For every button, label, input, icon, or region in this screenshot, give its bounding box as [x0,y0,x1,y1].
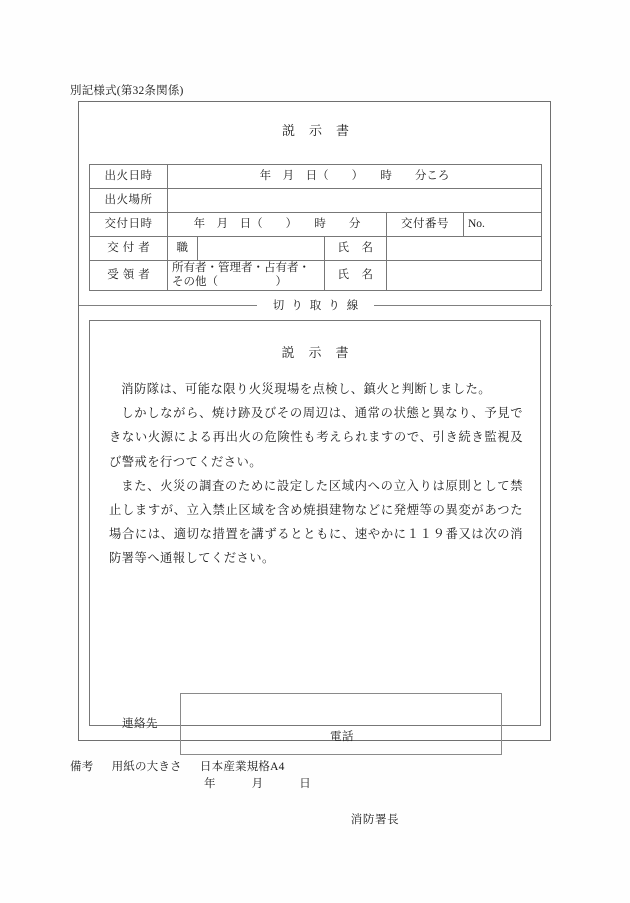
contact-row [90,693,540,755]
cut-line-label: 切り取り線 [272,300,366,312]
page-title: 説示書 [281,123,363,138]
recipient-type-options[interactable]: 所有者・管理者・占有者・ その他（ ） [168,261,325,291]
issuer-position-value[interactable] [198,237,325,261]
contact-label: 連絡先 [122,718,158,730]
table-row [90,213,542,237]
cut-line [79,298,552,312]
row-label-fire-datetime: 出火日時 [90,165,168,189]
table-row [90,237,542,261]
issuer-name-value[interactable] [387,237,542,261]
notice-body [109,377,523,571]
fire-report-table [89,164,542,291]
footer-note-value: 日本産業規格A4 [199,761,285,773]
row-label-issue-datetime: 交付日時 [90,213,168,237]
footer-note [70,758,285,774]
issuer-name-label: 氏 名 [325,237,387,261]
issue-date-line[interactable]: 年 月 日 [204,778,312,790]
row-value-fire-location[interactable] [168,189,542,213]
row-label-issuer: 交付者 [90,237,168,261]
table-row [90,165,542,189]
cut-line-rule-right [374,305,552,306]
footer-note-text: 用紙の大きさ [111,761,182,773]
row-label-recipient: 受領者 [90,261,168,291]
footer-note-prefix: 備考 [70,761,94,773]
recipient-name-label: 氏 名 [325,261,387,291]
notice-paragraph-1: 消防隊は、可能な限り火災現場を点検し、鎮火と判断しました。 [121,382,491,396]
notice-paragraph-2: しかしながら、焼け跡及びその周辺は、通常の状態と異なり、予見できない火源による再出火の危険性も考えられますので、引き続き監視及び警戒を行つてください。 [109,406,523,469]
contact-input-box[interactable] [180,693,502,755]
recipient-name-value[interactable] [387,261,542,291]
cut-line-rule-left [79,305,257,306]
table-row [90,189,542,213]
row-value-issue-datetime[interactable]: 年 月 日（ ） 時 分 [168,213,387,237]
issuer-position-label: 職 [168,237,198,261]
contact-phone-label: 電話 [330,731,354,743]
row-label-issue-number: 交付番号 [387,213,464,237]
notice-title: 説示書 [281,345,363,360]
signature-fire-chief: 消防署長 [350,814,400,826]
notice-paragraph-3: また、火災の調査のために設定した区域内への立入りは原則として禁止しますが、立入禁止区域を含め焼損建物などに発煙等の異変があつた場合には、適切な措置を講ずるとともに、速やかに１１９番又は次の消防署等へ通報してください。 [109,478,523,566]
table-row [90,261,542,291]
form-code-label: 別記様式(第32条関係) [70,85,184,97]
row-label-fire-location: 出火場所 [90,189,168,213]
row-value-fire-datetime[interactable]: 年 月 日（ ） 時 分ころ [168,165,542,189]
row-value-issue-number[interactable]: No. [464,213,542,237]
